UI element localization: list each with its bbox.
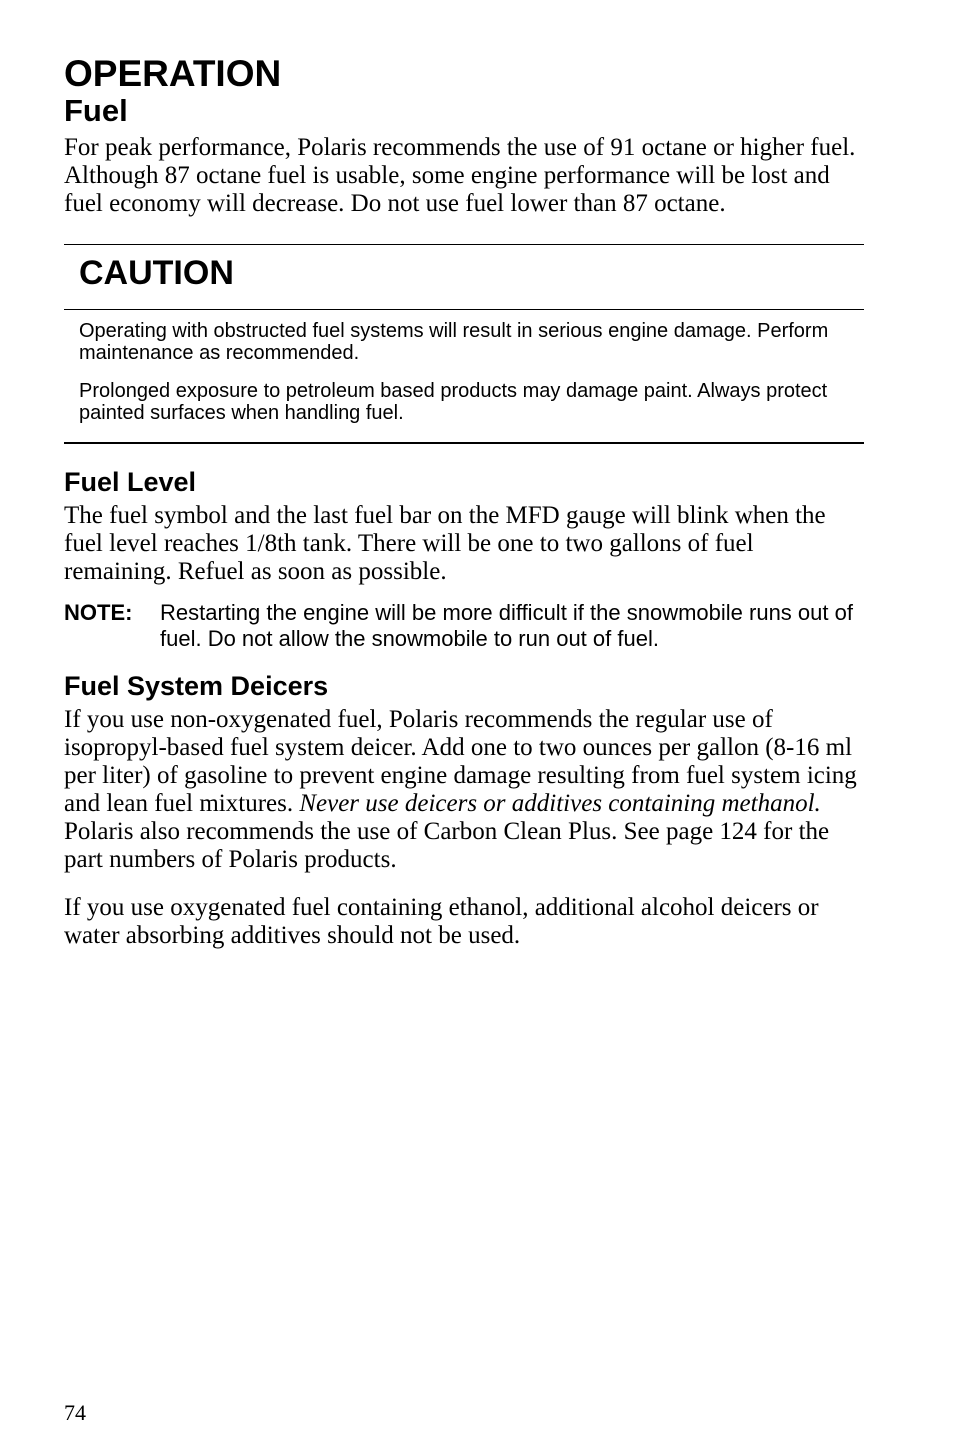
deicers-text-a: If you use non-oxygenated fuel, Polaris recommends the regular use of isopropyl-based fuel system deicer. Add one to two ounces per gallon (8-16 ml per liter) of gasoline to prevent engine damage resulting from fuel system icing and lean fuel mixtures. xyxy=(64,706,857,817)
page-content xyxy=(64,54,864,950)
topic-title: Fuel xyxy=(64,93,128,128)
caution-body xyxy=(64,310,864,442)
caution-paragraph-1: Operating with obstructed fuel systems will result in serious engine damage. Perform maintenance as recommended. xyxy=(79,320,829,364)
caution-paragraph-2: Prolonged exposure to petroleum based products may damage paint. Always protect painted surfaces when handling fuel. xyxy=(79,380,828,424)
note-text: Restarting the engine will be more difficult if the snowmobile runs out of fuel. Do not allow the snowmobile to run out of fuel. xyxy=(160,600,853,651)
deicers-paragraph-1 xyxy=(64,706,864,874)
fuel-level-paragraph: The fuel symbol and the last fuel bar on the MFD gauge will blink when the fuel level reaches 1/8th tank. There will be one to two gallons of fuel remaining. Refuel as soon as possible. xyxy=(64,502,826,585)
deicers-text-b: Polaris also recommends the use of Carbon Clean Plus. See page 124 for the part numbers of Polaris products. xyxy=(64,818,830,873)
deicers-warning: Never use deicers or additives containing methanol. xyxy=(299,790,821,817)
note xyxy=(64,600,864,652)
page-number: 74 xyxy=(64,1400,86,1425)
deicers-heading: Fuel System Deicers xyxy=(64,671,329,701)
intro-paragraph: For peak performance, Polaris recommends the use of 91 octane or higher fuel. Although 87 octane fuel is usable, some engine performance will be lost and fuel economy will decrease. Do not use fuel lower than 87 octane. xyxy=(64,134,856,217)
note-label: NOTE: xyxy=(64,600,133,625)
caution-box xyxy=(64,244,864,444)
section-title: OPERATION xyxy=(64,53,282,94)
fuel-level-heading: Fuel Level xyxy=(64,467,197,497)
deicers-paragraph-2: If you use oxygenated fuel containing ethanol, additional alcohol deicers or water absorbing additives should not be used. xyxy=(64,894,819,949)
caution-title: CAUTION xyxy=(64,245,864,310)
